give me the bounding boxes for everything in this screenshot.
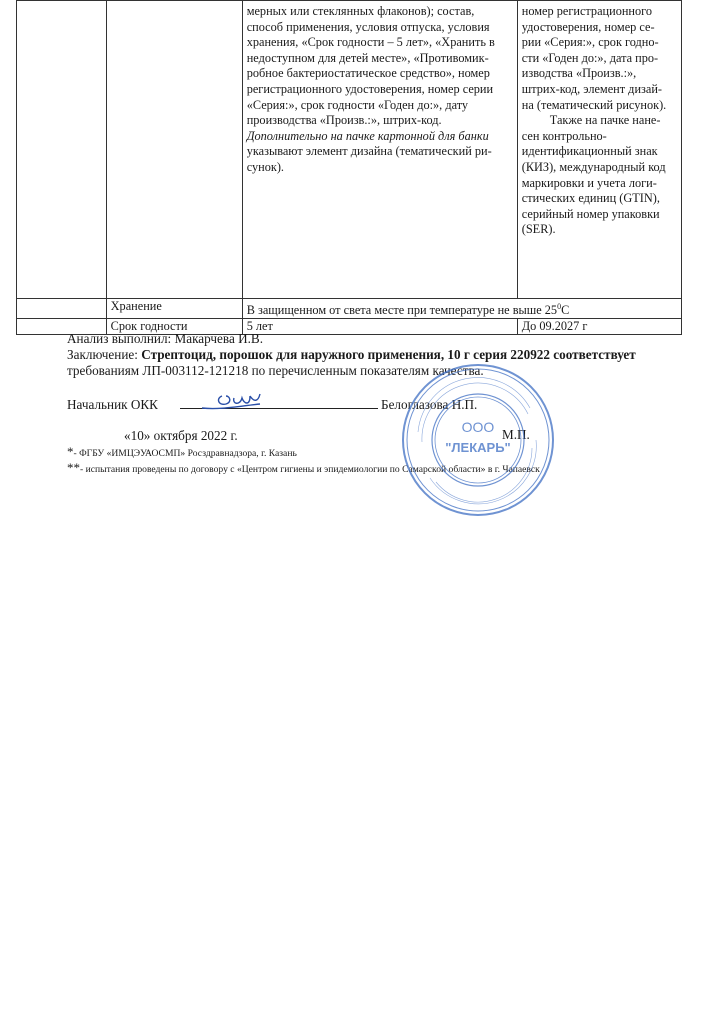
text-line: стических единиц (GTIN),	[521, 191, 660, 206]
text-line: сен контрольно-	[521, 128, 607, 143]
footnote-2-text: - испытания проведены по договору с «Центром гигиены и эпидемиологии по Самарской области» в г. Чапаевск	[80, 464, 540, 475]
text-line: штрих-код, элемент дизай-	[521, 81, 663, 96]
footnote-1	[67, 446, 297, 460]
company-seal	[400, 362, 556, 518]
text-line: Также на пачке нане-	[549, 113, 661, 128]
text-line: Дополнительно на пачке картонной для банки	[246, 128, 489, 143]
text-line: «Серия:», срок годности «Годен до:», дату	[246, 97, 469, 112]
text-line: маркировки и учета логи-	[521, 175, 657, 190]
table-cell-results	[517, 1, 681, 299]
text-line: регистрационного удостоверения, номер серии	[246, 81, 494, 96]
conclusion-prefix: Заключение:	[67, 347, 142, 362]
shelf-life-label: Срок годности	[106, 319, 242, 335]
text-line: способ применения, условия отпуска, условия	[246, 19, 490, 34]
table-cell-empty-3	[17, 299, 107, 319]
text-line: изводства «Произв.:»,	[521, 66, 637, 81]
document-date: «10» октября 2022 г.	[124, 428, 238, 443]
requirements-tail	[247, 144, 513, 175]
text-line: хранения, «Срок годности – 5 лет», «Хранить в	[246, 35, 495, 50]
text-line: робное бактериостатическое средство», номер	[246, 66, 490, 81]
text-line: серийный номер упаковки	[521, 206, 660, 221]
conclusion-line-2: требованиям ЛП-003112-121218 по перечисленным показателям качества.	[67, 363, 484, 378]
storage-degree: 0	[557, 302, 562, 311]
shelf-life-until: До 09.2027 г	[517, 319, 681, 335]
text-line: сти «Годен до:», дата про-	[521, 50, 659, 65]
table-cell-empty-2	[106, 1, 242, 299]
storage-value-text: В защищенном от света месте при температуре не выше 25	[246, 303, 558, 318]
table-row-storage	[17, 299, 682, 319]
footnote-1-star: *	[67, 444, 74, 459]
text-line: недоступном для детей месте», «Противомик-	[246, 50, 489, 65]
seal-org-name: "ЛЕКАРЬ"	[445, 440, 511, 455]
text-line: указывают элемент дизайна (тематический ри-	[246, 144, 492, 159]
analysis-performed-by: Анализ выполнил: Макарчева И.В.	[67, 331, 264, 346]
table-row-continuation	[17, 1, 682, 299]
handwritten-signature	[200, 384, 280, 414]
results-lines-1	[522, 4, 677, 113]
footnote-1-text: - ФГБУ «ИМЦЭУАОСМП» Росздравнадзора, г. Казань	[73, 448, 297, 459]
shelf-life-value: 5 лет	[242, 319, 517, 335]
signer-name: Белоглазова Н.П.	[381, 397, 478, 412]
table-cell-requirements	[242, 1, 517, 299]
conclusion-bold: Стрептоцид, порошок для наружного применения, 10 г серия 220922 соответствует	[141, 347, 636, 362]
storage-value	[242, 299, 681, 319]
text-line: (SER).	[521, 222, 556, 237]
table-cell-empty-1	[17, 1, 107, 299]
stamp-place-label: М.П.	[502, 427, 530, 442]
results-lines-2	[522, 113, 677, 238]
storage-unit: С	[561, 303, 570, 318]
quality-table	[16, 0, 682, 335]
text-line: идентификационный знак	[521, 144, 658, 159]
conclusion-line-1	[67, 347, 636, 363]
signer-title: Начальник ОКК	[67, 397, 158, 412]
text-line: мерных или стеклянных флаконов); состав,	[246, 4, 475, 18]
text-line: рии «Серия:», срок годно-	[521, 35, 659, 50]
text-line: удостоверения, номер се-	[521, 19, 655, 34]
text-line: сунок).	[246, 159, 285, 174]
text-line: на (тематический рисунок).	[521, 97, 667, 112]
seal-org-type: ООО	[461, 419, 495, 435]
footnote-2-star: **	[67, 460, 80, 475]
requirements-lines	[247, 4, 513, 129]
storage-label: Хранение	[106, 299, 242, 319]
requirements-italic	[247, 129, 513, 145]
text-line: производства «Произв.:», штрих-код.	[246, 113, 442, 128]
text-line: (КИЗ), международный код	[521, 159, 666, 174]
text-line: номер регистрационного	[521, 4, 653, 18]
